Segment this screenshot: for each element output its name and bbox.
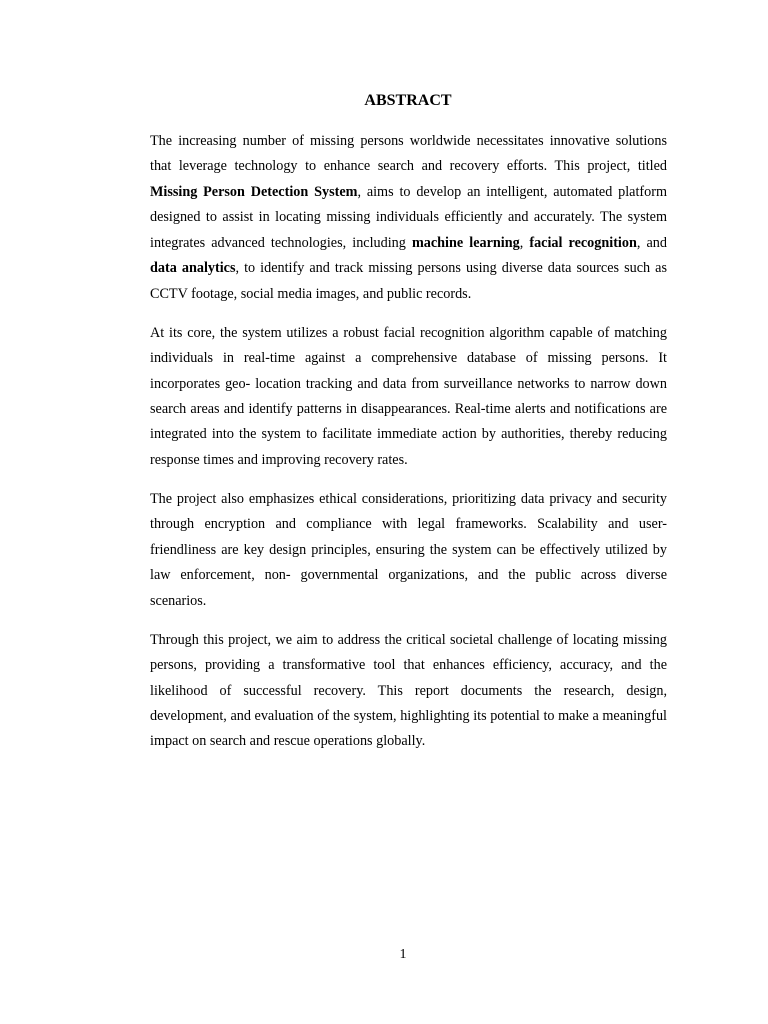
abstract-paragraph-4: [150, 628, 667, 755]
text-segment: , and: [636, 234, 667, 251]
text-segment: The increasing number of missing persons worldwide necessitates innovative solutions that leverage technology to enhance search and recovery efforts. This project, titled: [150, 133, 667, 175]
text-segment: Through this project, we aim to address the critical societal challenge of locating missing persons, providing a transformative tool that enhances efficiency, accuracy, and the likelihood of successful recovery. This report documents the research, design, development, and evaluation of the system, highlighting its potential to make a meaningful impact on search and rescue operations globally.: [150, 631, 667, 750]
page-number: 1: [399, 947, 407, 962]
bold-term-machine-learning: machine learning: [411, 234, 520, 251]
text-segment: , to identify and track missing persons using diverse data sources such as CCTV footage, social media images, and public records.: [150, 260, 667, 302]
text-segment: , aims to develop an intelligent, automated platform designed to assist in locating missing individuals efficiently and accurately. The system integrates advanced technologies, including: [150, 183, 667, 251]
abstract-heading: ABSTRACT: [364, 92, 452, 109]
text-segment: At its core, the system utilizes a robust facial recognition algorithm capable of matching individuals in real-time against a comprehensive database of missing persons. It incorporates geo- location tracking and data from surveillance networks to narrow down search areas and identify patterns in disappearances. Real-time alerts and notifications are integrated into the system to facilitate immediate action by authorities, thereby reducing response times and improving recovery rates.: [150, 324, 667, 468]
abstract-body: [150, 129, 667, 768]
text-segment: The project also emphasizes ethical considerations, prioritizing data privacy and security through encryption and compliance with legal frameworks. Scalability and user-friendliness are key design principles, ensuring the system can be effectively utilized by law enforcement, non- governmental organizations, and the public across diverse scenarios.: [150, 490, 667, 609]
bold-term-data-analytics: data analytics: [150, 260, 236, 277]
abstract-paragraph-2: [150, 321, 667, 474]
abstract-paragraph-3: [150, 487, 667, 614]
bold-term-project-title: Missing Person Detection System: [150, 183, 358, 200]
text-segment: ,: [519, 234, 530, 251]
bold-term-facial-recognition: facial recognition: [529, 234, 637, 251]
abstract-paragraph-1: [150, 129, 667, 307]
